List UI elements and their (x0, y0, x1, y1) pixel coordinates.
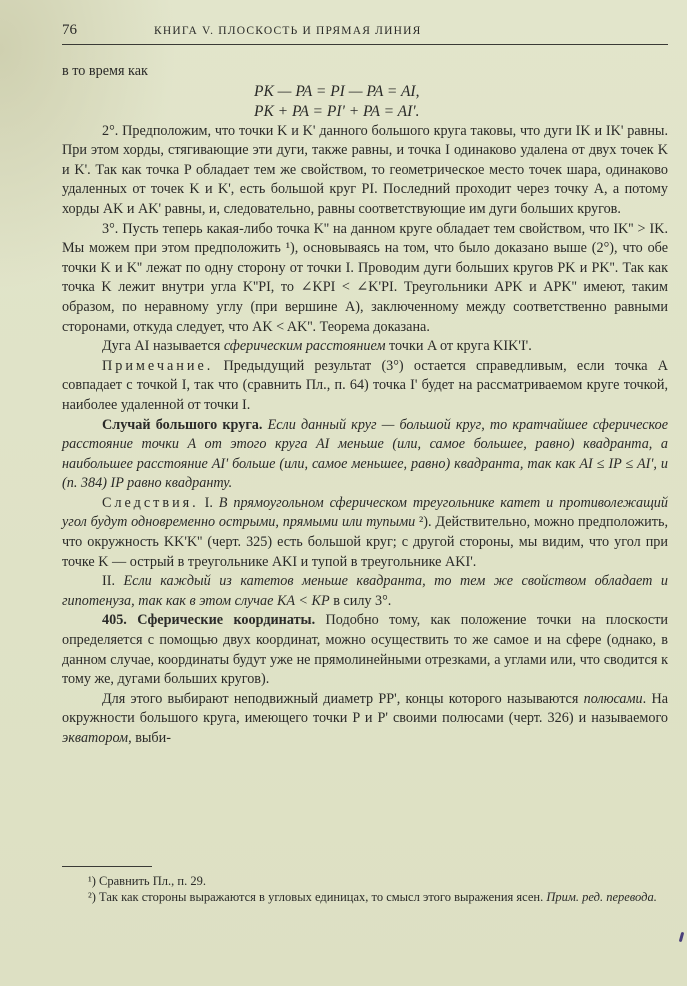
section-405-text: Подобно тому, как положение точки на плоскости определяется с помощью двух координат, можно осуществить то же самое и на сфере (однако, в данном случае, координаты будут уже не прямолинейными отрезками, а углами или, что сводится к тому же, дугами больших кругов). (62, 612, 669, 688)
great-circle-text: Если данный круг — большой круг, то кратчайшее сферическое расстояние точки A от этого круга AI меньше (или, самое большее, равно) квадранта, а наибольшее расстояние AI' больше (или, самое меньшее, равно) квадранта, так как AI ≤ IP ≤ AI', и (п. 384) IP равно квадранту. (62, 416, 669, 492)
footnotes (62, 873, 668, 905)
poles-paragraph (62, 690, 668, 749)
poles-text-1: Для этого выбирают неподвижный диаметр PP', концы которого называются (102, 690, 584, 707)
footnote-2 (62, 889, 668, 905)
note-label: Примечание. (102, 357, 214, 374)
paragraph-2deg: 2°. Предположим, что точки K и K' данного большого круга таковы, что дуги IK и IK' равны. При этом хорды, стягивающие эти дуги, также равны, и точка I одинаково удалена от двух точек K и K'. Так как точка P обладает тем же свойством, то геометрическое место точек шара, одинаково удаленных от точек K и K', есть большой круг PI. Последний проходит через точку A, а потому хорды AK и AK' равны, и, следовательно, равны соответствующие им дуги больших кругов. (62, 122, 668, 217)
equator-term: экватором (62, 730, 129, 746)
great-circle-label: Случай большого круга. (102, 416, 263, 433)
footnote-divider (62, 866, 152, 867)
footnote-2-text: ²) Так как стороны выражаются в угловых единицах, то смысл этого выражения ясен. (88, 890, 547, 904)
note-text: Предыдущий результат (3°) остается справедливым, если точка A совпадает с точкой I, так что (сравнить Пл., п. 64) точка I' будет на рассматриваемом круге точкой, наиболее удаленной от точки I. (62, 357, 668, 413)
running-head: КНИГА V. ПЛОСКОСТЬ И ПРЯМАЯ ЛИНИЯ (154, 25, 422, 37)
footnote-1: ¹) Сравнить Пл., п. 29. (88, 874, 206, 888)
corollary-1 (62, 494, 668, 572)
equation-1: PK — PA = PI — PA = AI, (254, 82, 420, 100)
poles-text-3: , выби- (128, 730, 171, 746)
section-405-heading: 405. Сферические координаты. (102, 612, 316, 629)
poles-text-2: . На окружности большого круга, имеющего точки P и P' своими полюсами (черт. 326) и называемого (62, 690, 668, 727)
footnote-2-attribution: Прим. ред. перевода. (546, 890, 657, 904)
paragraph-3deg: 3°. Пусть теперь какая-либо точка K'' на данном круге обладает тем свойством, что IK'' > IK. Мы можем при этом предположить ¹), основываясь на том, что было доказано выше (2°), что обе точки K и K'' лежат по одну сторону от точки I. Проводим дуги больших кругов PK и PK''. Так как точка K лежит внутри угла K''PI, то ∠KPI < ∠K'PI. Треугольники APK и APK'' имеют, таким образом, по неравному углу (при вершине A), заключенному между соответственно равными сторонами, откуда следует, что AK < AK''. Теорема доказана. (62, 220, 668, 335)
corollary-label: Следствия. (102, 494, 199, 511)
corollary-1-number: I. (198, 494, 219, 511)
corollary-2-statement: Если каждый из катетов меньше квадранта, то тем же свойством обладает и гипотенуза, так как в этом случае KA < KP (62, 573, 668, 609)
corollary-1-proof: ²). Действительно, можно предположить, что окружность KK'K'' (черт. 325) есть большой круг; с другой стороны, мы видим, что угол при точке K — острый в треугольнике AKI и тупой в треугольнике AKI'. (62, 514, 668, 570)
note-paragraph (62, 357, 668, 416)
corollary-1-statement: В прямоугольном сферическом треугольнике катет и противолежащий угол будут одновременно острыми, прямыми или тупыми (62, 494, 668, 531)
intro-text: в то время как (62, 63, 148, 79)
page-body (62, 62, 668, 749)
equation-2: PK + PA = PI' + PA = AI'. (254, 102, 420, 120)
great-circle-paragraph (62, 416, 668, 494)
corollary-2-number: II. (102, 573, 124, 590)
poles-term: полюсами (583, 690, 643, 707)
definition-post: точки A от круга KIK'I'. (385, 338, 532, 355)
ink-mark (679, 932, 684, 942)
corollary-2 (62, 572, 668, 611)
definition-term: сферическим расстоянием (223, 338, 386, 355)
definition-paragraph (62, 337, 668, 357)
definition-pre: Дуга AI называется (102, 338, 224, 355)
corollary-2-rest: в силу 3°. (329, 592, 392, 609)
page-number: 76 (62, 22, 77, 38)
section-405 (62, 611, 668, 689)
page-header (62, 22, 668, 45)
